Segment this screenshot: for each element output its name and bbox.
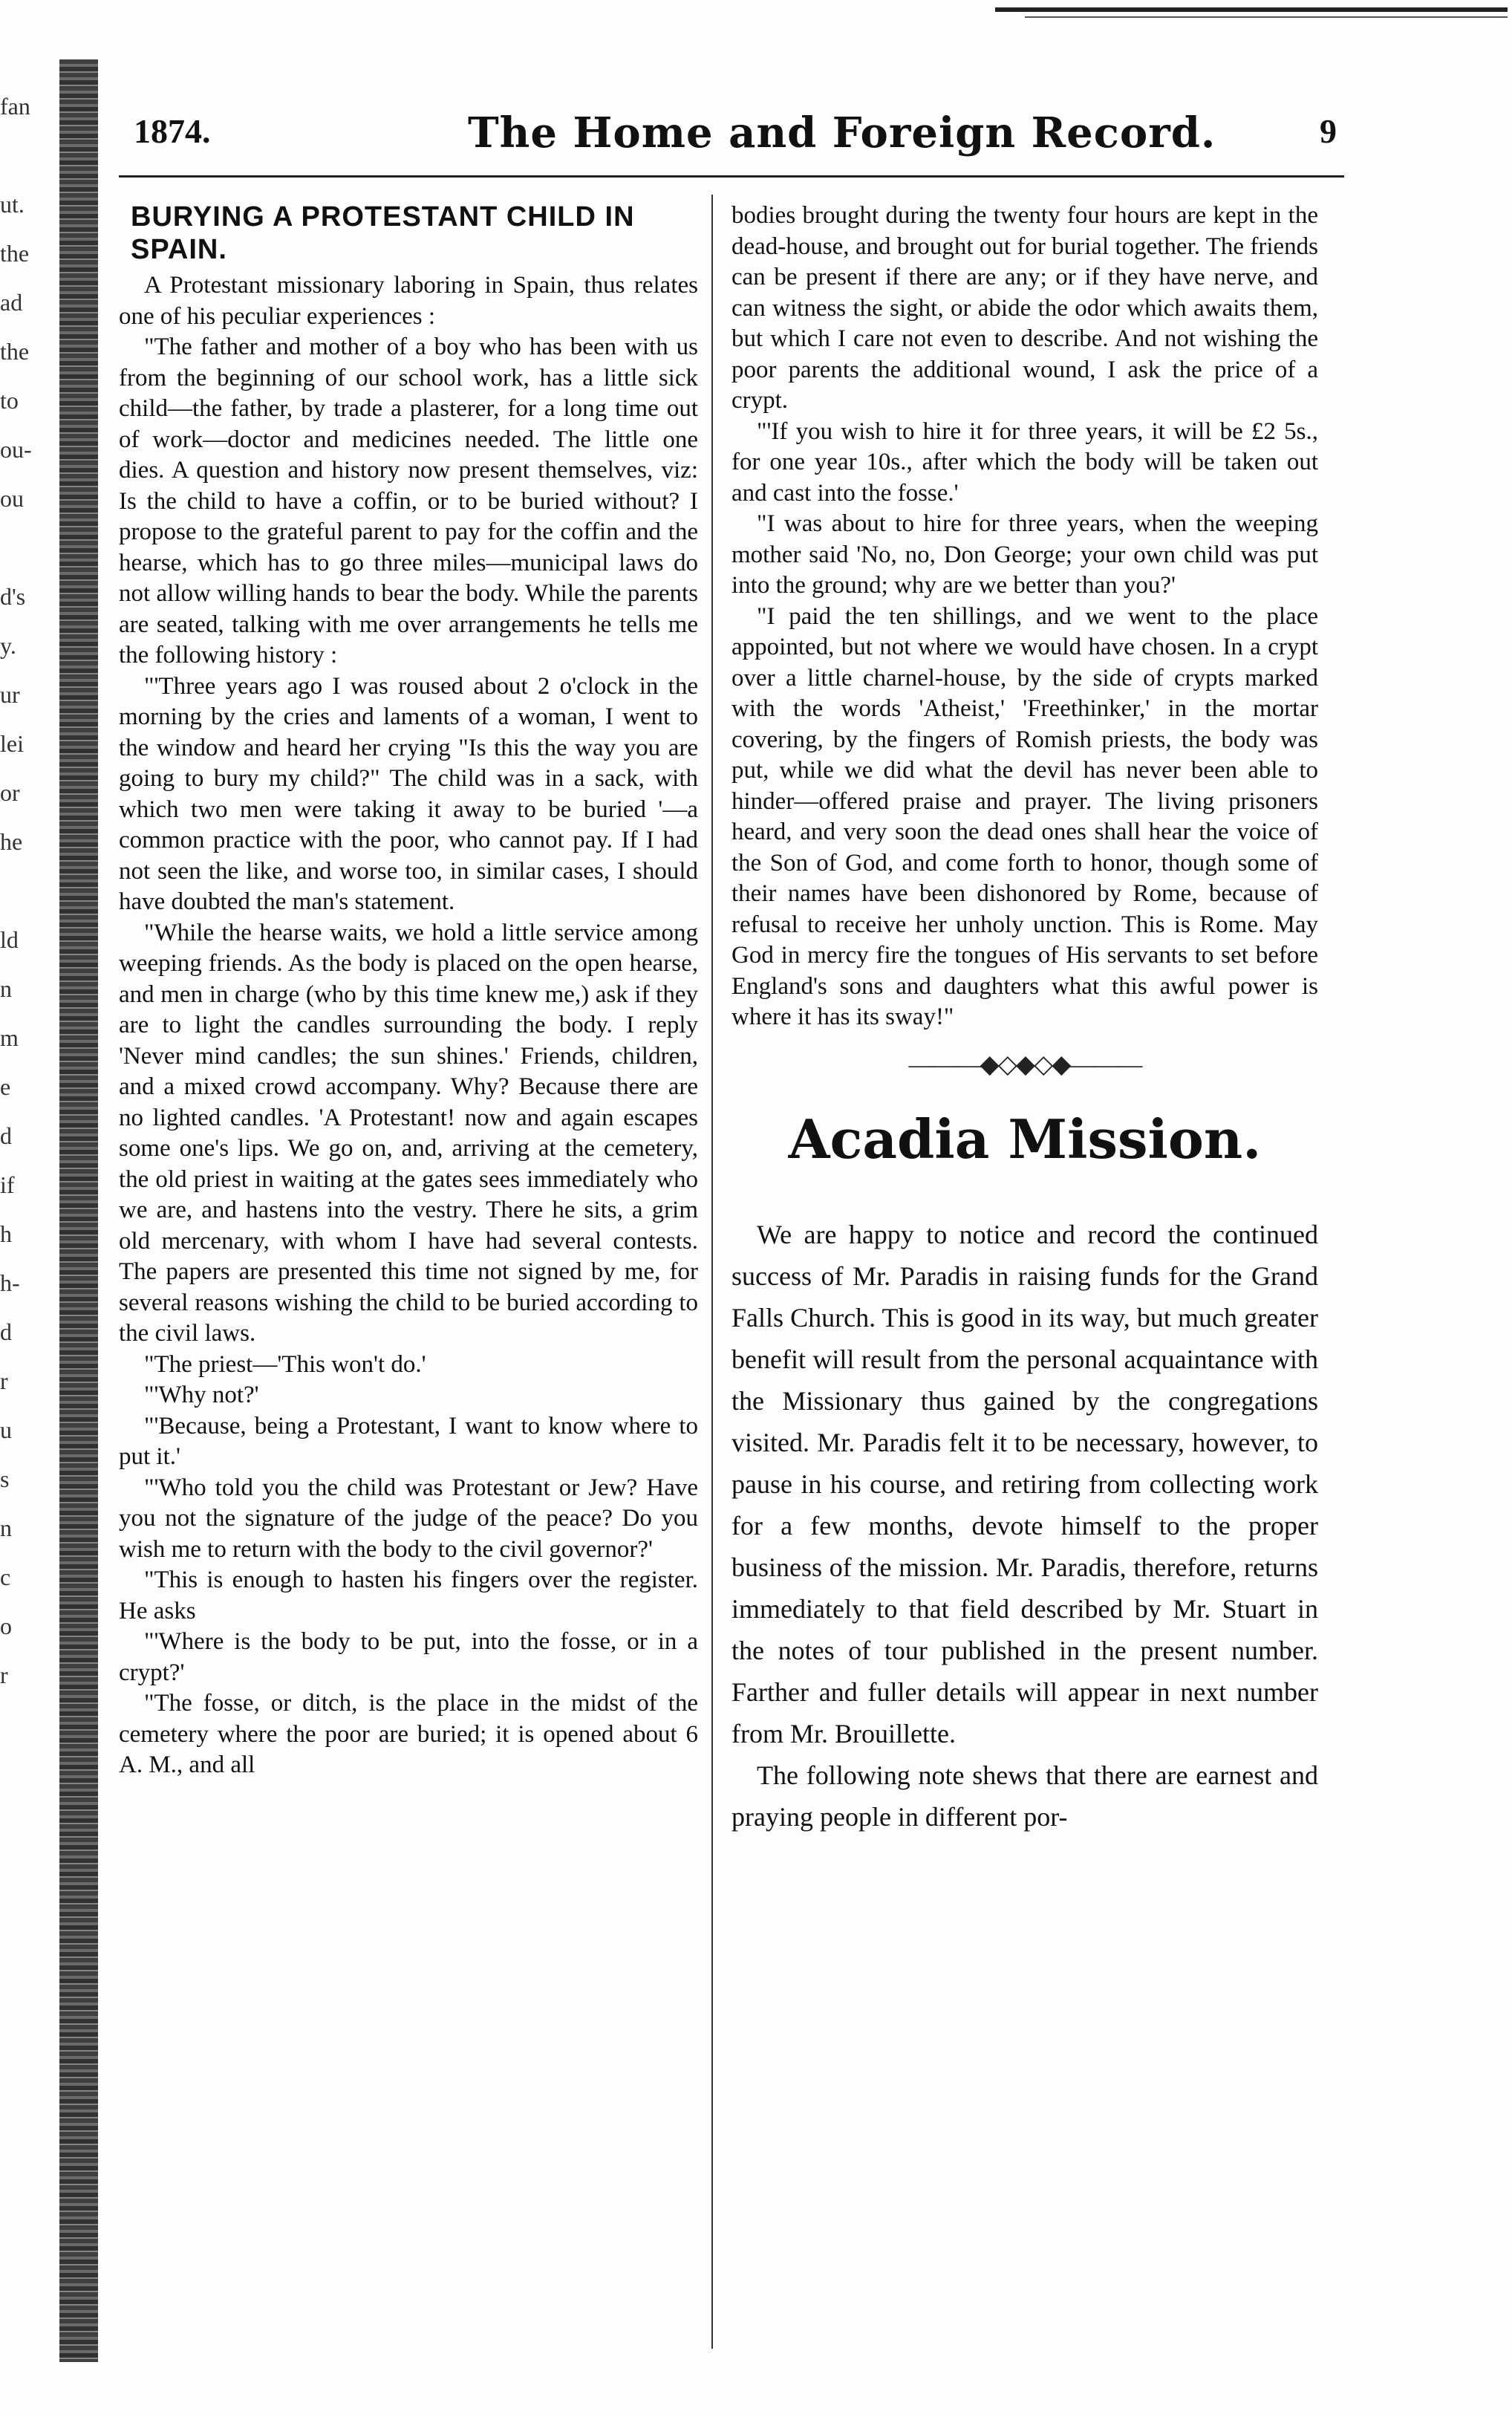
top-rule-thin <box>1025 16 1508 18</box>
page-number: 9 <box>1320 112 1337 150</box>
left-column <box>119 201 698 1781</box>
paragraph: "'Because, being a Protestant, I want to know where to put it.' <box>119 1412 698 1470</box>
margin-fragment: ad <box>0 289 23 316</box>
right-column <box>731 201 1318 1838</box>
margin-fragment: n <box>0 975 12 1002</box>
margin-fragment: d's <box>0 583 26 610</box>
margin-fragment: the <box>0 338 30 365</box>
paragraph: "The priest—'This won't do.' <box>144 1350 426 1378</box>
margin-fragment: m <box>0 1024 19 1051</box>
top-rule-thick <box>995 7 1508 12</box>
paragraph: bodies brought during the twenty four hours are kept in the dead-house, and brought out for burial together. The friends can be present if there are any; or if they have nerve, and can witness the sight, or abide the odor which awaits them, but which I care not even to describe. And not wishing the poor parents the additional wound, I ask the price of a crypt. <box>731 202 1318 414</box>
margin-fragment: ou- <box>0 436 32 463</box>
margin-fragment: lei <box>0 730 24 757</box>
header-rule <box>119 175 1344 178</box>
margin-fragment: h <box>0 1220 12 1247</box>
margin-fragment: the <box>0 240 30 267</box>
margin-fragment: ou <box>0 485 24 512</box>
header-year: 1874. <box>134 112 211 150</box>
running-header <box>126 108 1337 163</box>
margin-fragment: ur <box>0 681 20 708</box>
article-headline: BURYING A PROTESTANT CHILD IN SPAIN. <box>131 201 635 265</box>
article-continuation <box>731 201 1318 1033</box>
margin-fragment: ld <box>0 926 19 953</box>
paragraph: "'Who told you the child was Protestant or Jew? Have you not the signature of the judge of the peace? Do you wish me to return with the body to the civil governor?' <box>119 1474 698 1563</box>
margin-fragment: fan <box>0 93 30 120</box>
paragraph: "I was about to hire for three years, when the weeping mother said 'No, no, Don George; your own child was put into the ground; why are we better than you?' <box>731 510 1318 599</box>
column-divider <box>711 195 713 2349</box>
paragraph: "'Why not?' <box>144 1382 259 1408</box>
section-ornament: ———◆◇◆◇◆——— <box>908 1050 1141 1079</box>
article-body <box>119 270 698 1781</box>
paragraph: "'Where is the body to be put, into the fosse, or in a crypt?' <box>119 1628 698 1686</box>
paragraph: "'Three years ago I was roused about 2 o'clock in the morning by the cries and laments of a woman, I went to the window and heard her crying "Is this the way you are going to bury my child?" The child was in a sack, with which two men were taking it away to be buried '—a common practice with the poor, who cannot pay. If I had not seen the like, and worse too, in similar cases, I should have doubted the man's statement. <box>119 672 698 915</box>
margin-fragment: e <box>0 1073 11 1100</box>
margin-fragment: r <box>0 1367 8 1394</box>
paragraph: We are happy to notice and record the continued success of Mr. Paradis in raising funds for the Grand Falls Church. This is good in its way, but much greater benefit will result from the personal acquaintance with the Missionary thus gained by the congregations visited. Mr. Paradis felt it to be necessary, however, to pause in his course, and retiring from collecting work for a few months, devote himself to the proper business of the mission. Mr. Paradis, therefore, returns immediately to that field described by Mr. Stuart in the notes of tour published in the present number. Farther and fuller details will appear in next number from Mr. Brouillette. <box>731 1220 1318 1748</box>
margin-fragment: r <box>0 1662 8 1688</box>
paragraph: "The father and mother of a boy who has been with us from the beginning of our school work, has a little sick child—the father, by trade a plasterer, for a long time out of work—doctor and medicines needed. The little one dies. A question and history now present themselves, viz: Is the child to have a coffin, or to be buried without? I propose to the grateful parent to pay for the coffin and the hearse, which has to go three miles—municipal laws do not allow willing hands to bear the body. While the parents are seated, talking with me over arrangements he tells me the following history : <box>119 334 698 669</box>
margin-fragment: c <box>0 1564 11 1590</box>
paragraph: "I paid the ten shillings, and we went to the place appointed, but not where we would have chosen. In a crypt over a little charnel-house, by the side of crypts marked with the words 'Atheist,' 'Freethinker,' in the mortar covering, by the fingers of Romish priests, the body was put, while we did what the devil has never been able to hinder—offered praise and prayer. The living prisoners heard, and very soon the dead ones shall hear the voice of the Son of God, and come forth to honor, though some of their names have been dishonored by Rome, because of refusal to receive her unholy unction. This is Rome. May God in mercy fire the tongues of His servants to set before England's sons and daughters what this awful power is where it has its sway!" <box>731 602 1318 1030</box>
section-heading: Acadia Mission. <box>788 1107 1262 1171</box>
journal-title: The Home and Foreign Record. <box>468 108 1216 157</box>
margin-fragment: d <box>0 1122 12 1149</box>
margin-fragment: h- <box>0 1269 20 1296</box>
paragraph: "'If you wish to hire it for three years, it will be £2 5s., for one year 10s., after which the body will be taken out and cast into the fosse.' <box>731 417 1318 507</box>
margin-fragment: d <box>0 1318 12 1345</box>
margin-fragment: s <box>0 1466 10 1492</box>
margin-fragment: u <box>0 1416 12 1443</box>
paragraph: A Protestant missionary laboring in Spain, thus relates one of his peculiar experiences : <box>119 272 698 330</box>
margin-fragment: or <box>0 779 20 806</box>
margin-fragment: to <box>0 387 19 414</box>
page-binding-shadow <box>59 59 98 2362</box>
margin-fragment: o <box>0 1613 12 1639</box>
margin-fragment: n <box>0 1515 12 1541</box>
mission-article-body <box>731 1214 1318 1838</box>
margin-fragment: ut. <box>0 191 25 218</box>
paragraph: "This is enough to hasten his fingers over the register. He asks <box>119 1567 698 1624</box>
margin-fragment: y. <box>0 632 16 659</box>
paragraph: The following note shews that there are earnest and praying people in different por- <box>731 1760 1318 1832</box>
paragraph: "While the hearse waits, we hold a little service among weeping friends. As the body is placed on the open hearse, and men in charge (who by this time knew me,) ask if they are to light the candles surrounding the body. I reply 'Never mind candles; the sun shines.' Friends, children, and a mixed crowd accompany. Why? Because there are no lighted candles. 'A Protestant! now and again escapes some one's lips. We go on, and, arriving at the cemetery, the old priest in waiting at the gates sees immediately who we are, and hastens into the vestry. There he sits, a grim old mercenary, with whom I have had several contests. The papers are presented this time not signed by me, for several reasons wishing the child to be buried according to the civil laws. <box>119 919 698 1347</box>
margin-fragment: if <box>0 1171 15 1198</box>
margin-fragment: he <box>0 828 23 855</box>
paragraph: "The fosse, or ditch, is the place in the midst of the cemetery where the poor are buried; it is opened about 6 A. M., and all <box>119 1690 698 1778</box>
